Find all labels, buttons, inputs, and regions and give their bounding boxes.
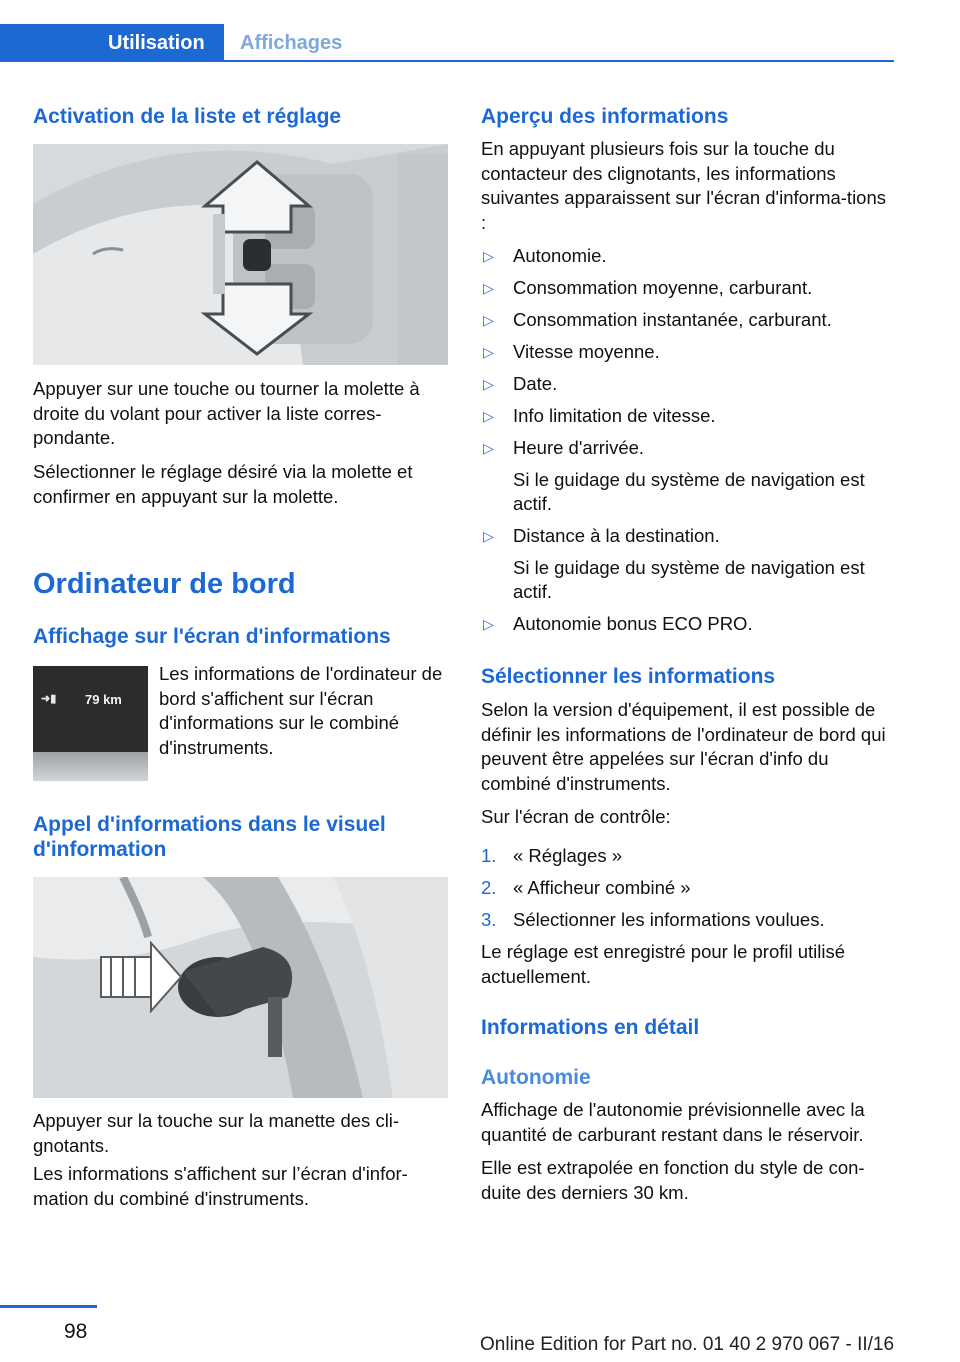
list-item: 3. Sélectionner les informations voulues. [481,909,825,930]
list-item-note: Si le guidage du système de navigation est actif. [513,468,865,514]
triangle-bullet-icon: ▷ [483,376,494,392]
paragraph: Appuyer sur une touche ou tourner la molette à droite du volant pour activer la liste corres-pondante. [33,378,420,448]
page-number: 98 [64,1320,88,1343]
list-item: ▷ Distance à la destination. Si le guidage du système de navigation est actif. [481,524,896,605]
footer-rule [0,1305,97,1308]
list-item: ▷ Heure d'arrivée. Si le guidage du système de navigation est actif. [481,436,896,517]
section-title-selectionner: Sélectionner les informations [481,665,776,688]
list-item: ▷ Vitesse moyenne. [481,340,896,365]
triangle-bullet-icon: ▷ [483,344,494,360]
list-item: ▷ Info limitation de vitesse. [481,404,896,429]
triangle-bullet-icon: ▷ [483,528,494,544]
paragraph: Affichage de l'autonomie prévisionnelle avec la quantité de carburant restant dans le réservoir. [481,1099,865,1145]
triangle-bullet-icon: ▷ [483,248,494,264]
info-list [481,244,896,644]
info-display-illustration [33,666,148,781]
paragraph: Les informations de l'ordinateur de bord s'affichent sur l'écran d'informations sur le combiné d'instruments. [159,663,443,758]
range-value: 79 km [85,692,122,707]
list-item: ▷ Date. [481,372,896,397]
triangle-bullet-icon: ▷ [483,408,494,424]
paragraph: Les informations s'affichent sur l’écran d'infor-mation du combiné d'instruments. [33,1163,408,1209]
tab-utilisation: Utilisation [0,24,224,62]
subsection-title-autonomie: Autonomie [481,1066,591,1089]
paragraph: Appuyer sur la touche sur la manette des cli-gnotants. [33,1110,400,1156]
tab-affichages: Affichages [240,32,343,54]
list-item: ▷ Consommation moyenne, carburant. [481,276,896,301]
section-title-detail: Informations en détail [481,1016,700,1039]
chapter-title: Ordinateur de bord [33,568,296,600]
paragraph: Elle est extrapolée en fonction du style de con-duite des derniers 30 km. [481,1157,865,1203]
fuel-range-icon: ➜▮ [41,693,57,705]
triangle-bullet-icon: ▷ [483,440,494,456]
paragraph: Sélectionner le réglage désiré via la molette et confirmer en appuyant sur la molette. [33,461,413,507]
list-item: ▷ Autonomie bonus ECO PRO. [481,612,896,637]
paragraph: Le réglage est enregistré pour le profil utilisé actuellement. [481,941,846,987]
header-rule [224,60,894,62]
list-item: 1. « Réglages » [481,845,623,866]
edition-text: Online Edition for Part no. 01 40 2 970 067 - II/16 [480,1334,895,1355]
paragraph: Selon la version d'équipement, il est possible de définir les informations de l'ordinateur de bord qui peuvent être appelées sur l'écran d'info du combiné d'instruments. [481,699,886,794]
list-item: ▷ Autonomie. [481,244,896,269]
paragraph: Sur l'écran de contrôle: [481,806,671,827]
turn-signal-lever-illustration [33,877,448,1098]
section-title-affichage: Affichage sur l'écran d'informations [33,625,391,648]
list-item-note: Si le guidage du système de navigation est actif. [513,556,865,602]
steps-list [481,844,896,940]
paragraph: En appuyant plusieurs fois sur la touche du contacteur des clignotants, les informations suivantes apparaissent sur l'écran d'informa-tions : [481,138,887,233]
section-title-appel: Appel d'informations dans le visuel d'information [33,813,386,861]
list-item: ▷ Consommation instantanée, carburant. [481,308,896,333]
triangle-bullet-icon: ▷ [483,280,494,296]
triangle-bullet-icon: ▷ [483,312,494,328]
section-title-apercu: Aperçu des informations [481,105,729,128]
triangle-bullet-icon: ▷ [483,616,494,632]
list-item: 2. « Afficheur combiné » [481,877,691,898]
steering-wheel-illustration [33,144,448,365]
section-title-activation: Activation de la liste et réglage [33,105,342,128]
